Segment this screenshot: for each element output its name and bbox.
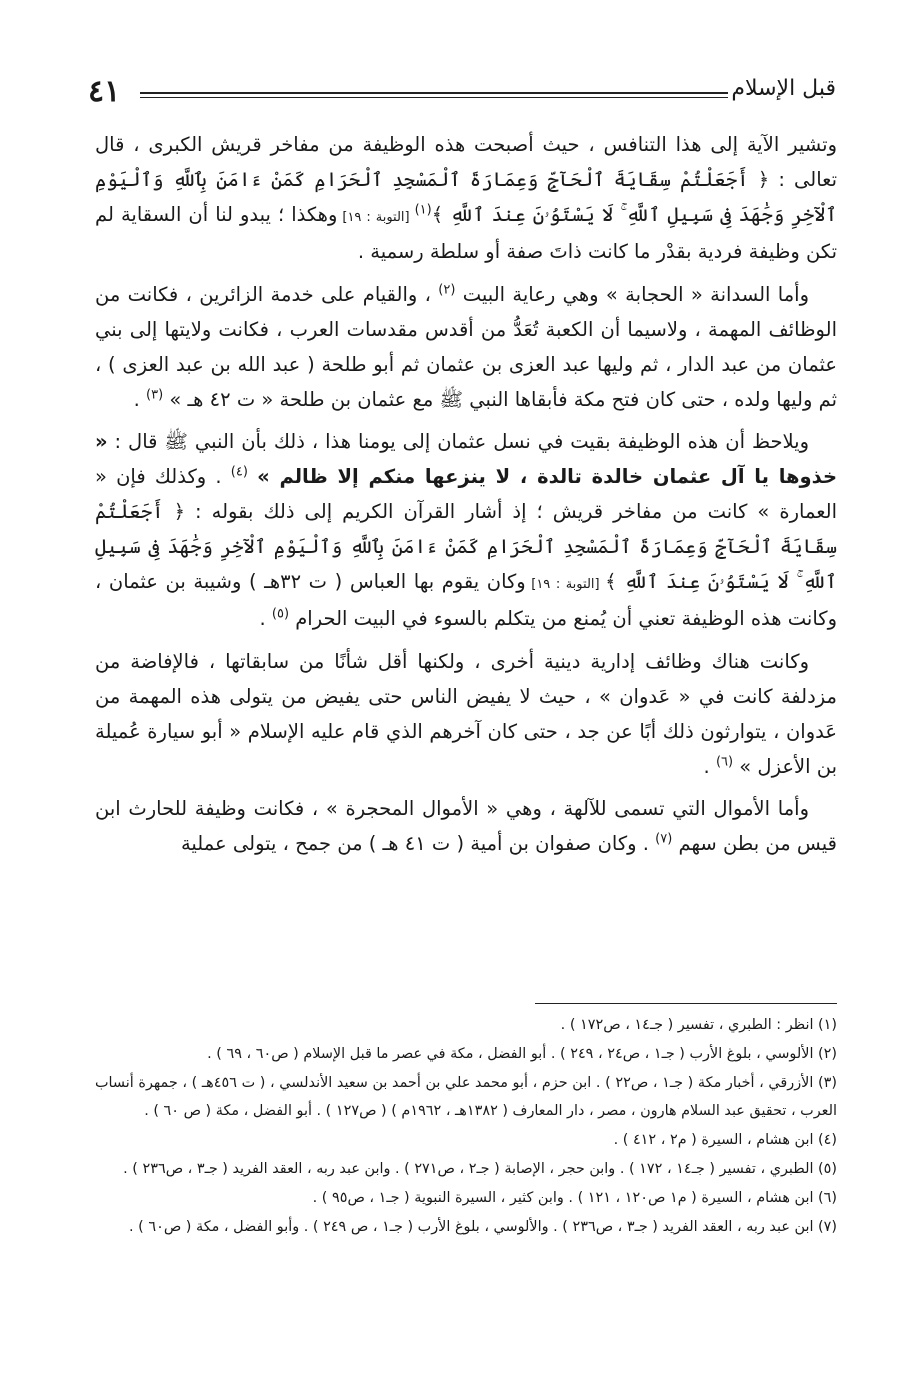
- running-title: قبل الإسلام: [731, 76, 836, 101]
- body-text-run: وهكذا ؛ يبدو لنا أن السقاية لم تكن وظيفة فردية بقدْر ما كانت ذاتَ صفة أو سلطة رسمية .: [95, 202, 837, 264]
- quran-verse: ﴿ أَجَعَلْتُمْ سِقَايَةَ ٱلْحَآجِّ وَعِمَارَةَ ٱلْمَسْجِدِ ٱلْحَرَامِ كَمَنْ ءَامَنَ بِٱللَّهِ وَٱلْيَوْمِ ٱلْآخِرِ وَجَٰهَدَ فِى سَبِيلِ ٱللَّهِ ۚ لَا يَسْتَوُۥنَ عِندَ ٱللَّهِ ﴾: [95, 167, 837, 226]
- footnote-1: (١) انظر : الطبري ، تفسير ( جـ١٤ ، ص١٧٢ ) .: [560, 1017, 837, 1033]
- body-text-run: . وكان صفوان بن أمية ( ت ٤١ هـ ) من جمح ، يتولى عملية: [180, 832, 656, 856]
- body-text-run: .: [133, 387, 146, 411]
- body-text-run: .: [259, 607, 272, 631]
- body-text-run: ويلاحظ أن هذه الوظيفة بقيت في نسل عثمان إلى يومنا هذا ، ذلك بأن النبي ﷺ قال :: [107, 430, 809, 454]
- paragraph-5: [95, 792, 837, 862]
- paragraph-2: [95, 278, 837, 417]
- footnote-7: (٧) ابن عبد ربه ، العقد الفريد ( جـ٣ ، ص٢٣٦ ) . والألوسي ، بلوغ الأرب ( جـ١ ، ص ٢٤٩ ) . وأبو الفضل ، مكة ( ص٦٠ ) .: [129, 1219, 837, 1236]
- body-text-run: ، والقيام على خدمة الزائرين ، فكانت من الوظائف المهمة ، ولاسيما أن الكعبة تُعَدُّ من أقدس مقدسات العرب ، فكانت ولايتها إلى بني عثمان من عبد الدار ، ثم وليها عبد العزى بن عثمان ثم أبو طلحة ( عبد الله بن عبد العزى ) ، ثم وليها ولده ، حتى كان فتح مكة فأبقاها النبي ﷺ مع عثمان بن طلحة « ت ٤٢ هـ »: [95, 283, 837, 411]
- footnote-3: (٣) الأزرقي ، أخبار مكة ( جـ١ ، ص٢٢ ) . ابن حزم ، أبو محمد علي بن أحمد بن سعيد الأندلسي ، ( ت ٤٥٦هـ ) ، جمهرة أنساب العرب ، تحقيق عبد السلام هارون ، مصر ، دار المعارف ( ١٣٨٢هـ ، ١٩٦٢م ) ( ص١٢٧ ) . أبو الفضل ، مكة ( ص ٦٠ ) .: [95, 1075, 838, 1119]
- verse-reference: [التوبة : ١٩]: [337, 209, 415, 225]
- footnote-marker[interactable]: (٥): [271, 606, 290, 622]
- footnote-2: (٢) الألوسي ، بلوغ الأرب ( جـ١ ، ص٢٤ ، ٢٤٩ ) . أبو الفضل ، مكة في عصر ما قبل الإسلام ( ص٦٠ ، ٦٩ ) .: [207, 1046, 837, 1063]
- footnote-5: (٥) الطبري ، تفسير ( جـ١٤ ، ١٧٢ ) . وابن حجر ، الإصابة ( جـ٢ ، ص٢٧١ ) . وابن عبد ربه ، العقد الفريد ( جـ٣ ، ص٢٣٦ ) .: [123, 1161, 837, 1178]
- footnote-marker[interactable]: (٧): [655, 831, 673, 847]
- body-text-run: .: [703, 754, 716, 778]
- footnote-4: (٤) ابن هشام ، السيرة ( م٢ ، ٤١٢ ) .: [613, 1131, 837, 1148]
- body-text-run: وكانت هناك وظائف إدارية دينية أخرى ، ولكنها أقل شأنًا من سابقاتها ، فالإفاضة من مزدلفة كانت في « عَدوان » ، حيث لا يفيض الناس حتى يفيض من يتولى هذه المهمة من عَدوان ، يتوارثون ذلك أبًا عن جد ، حتى كان آخرهم الذي قام عليه الإسلام « أبو سيارة عُميلة بن الأعزل »: [95, 650, 837, 778]
- footnote-marker[interactable]: (٣): [146, 387, 164, 403]
- paragraph-3: [95, 425, 837, 637]
- footnote-6: (٦) ابن هشام ، السيرة ( م١ ص١٢٠ ، ١٢١ ) . وابن كثير ، السيرة النبوية ( جـ١ ، ص٩٥ ) .: [312, 1190, 837, 1207]
- footnote-marker[interactable]: (٦): [715, 754, 734, 770]
- footnote-separator: [535, 1003, 837, 1004]
- page-header: [88, 72, 836, 112]
- hadith-quote: « خذوها يا آل عثمان خالدة تالدة ، لا ينزعها منكم إلا ظالم »: [95, 430, 837, 489]
- body-text-run: [248, 465, 257, 488]
- footnote-marker[interactable]: (٢): [438, 282, 456, 298]
- header-rule: [140, 92, 728, 98]
- paragraph-4: [95, 645, 837, 784]
- body-text-run: وأما السدانة « الحجابة » وهي رعاية البيت: [455, 283, 810, 307]
- footnote-marker[interactable]: (٤): [230, 464, 248, 480]
- main-text: [95, 128, 837, 870]
- verse-reference: [التوبة : ١٩]: [525, 576, 606, 592]
- body-text-run: وأما الأموال التي تسمى للآلهة ، وهي « الأموال المحجرة » ، فكانت وظيفة للحارث ابن قيس من بطن سهم: [95, 797, 837, 856]
- footnotes: [95, 1012, 837, 1244]
- quran-verse: ﴿ أَجَعَلْتُمْ سِقَايَةَ ٱلْحَآجِّ وَعِمَارَةَ ٱلْمَسْجِدِ ٱلْحَرَامِ كَمَنْ ءَامَنَ بِٱللَّهِ وَٱلْيَوْمِ ٱلْآخِرِ وَجَٰهَدَ فِى سَبِيلِ ٱللَّهِ ۚ لَا يَسْتَوُۥنَ عِندَ ٱللَّهِ ﴾: [95, 499, 837, 593]
- page-number: ٤١: [88, 74, 121, 109]
- body-text-run: وتشير الآية إلى هذا التنافس ، حيث أصبحت هذه الوظيفة من مفاخر قريش الكبرى ، قال تعالى :: [95, 133, 838, 191]
- body-text-run: وكان يقوم بها العباس ( ت ٣٢هـ ) وشيبة بن عثمان ، وكانت هذه الوظيفة تعني أن يُمنع من يتكلم بالسوء في البيت الحرام: [95, 569, 837, 631]
- footnote-marker[interactable]: (١): [414, 202, 432, 218]
- body-text-run: . وكذلك فإن « العمارة » كانت من مفاخر قريش ؛ إذ أشار القرآن الكريم إلى ذلك بقوله :: [95, 465, 837, 523]
- paragraph-1: [95, 128, 837, 270]
